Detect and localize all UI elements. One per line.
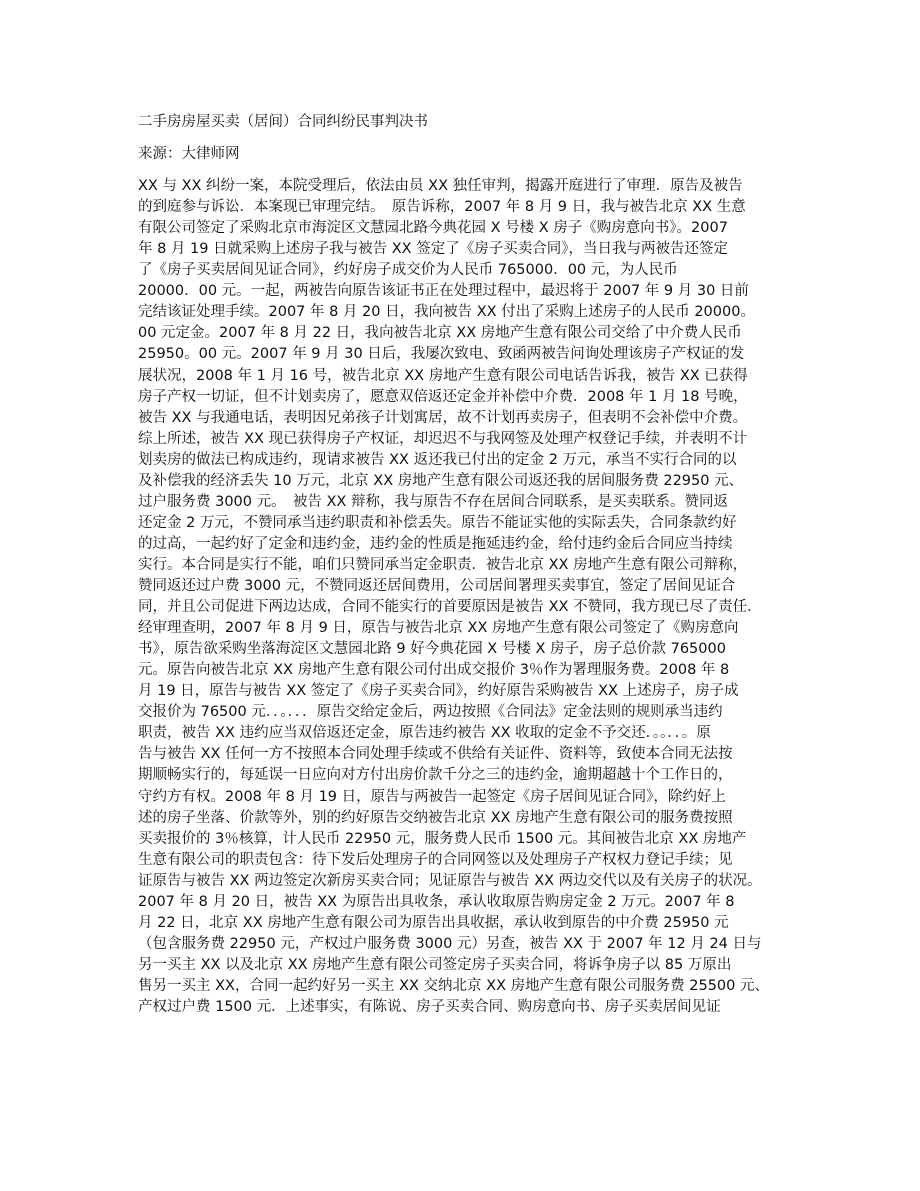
body-line: 被告 XX 与我通电话，表明因兄弟孩子计划寓居，故不计划再卖房子，但表明不会补偿中介费。 xyxy=(138,409,748,426)
body-line: 00 元定金。2007 年 8 月 22 日，我向被告北京 XX 房地产生意有限公司交给了中介费人民币 xyxy=(138,325,742,342)
body-line: 了《房子买卖居间见证合同》，约好房子成交价为人民币 765000．00 元，为人民币 xyxy=(138,262,678,279)
body-line: 25950。00 元。2007 年 9 月 30 日后，我屡次致电、致函两被告问询处理该房子产权证的发 xyxy=(138,346,745,363)
body-line: 综上所述，被告 XX 现已获得房子产权证，却迟迟不与我网签及处理产权登记手续，并表明不计 xyxy=(138,430,748,447)
body-line: 书》，原告欲采购坐落海淀区文慧园北路 9 好今典花园 X 号楼 X 房子，房子总价款 765000 xyxy=(138,641,726,658)
body-line: 还定金 2 万元，不赞同承当违约职责和补偿丢失。原告不能证实他的实际丢失，合同条款约好 xyxy=(138,514,737,531)
body-line: 职责，被告 XX 违约应当双倍返还定金，原告违约被告 XX 收取的定金不予交还．。。．．。原 xyxy=(138,725,711,742)
body-line: 年 8 月 19 日就采购上述房子我与被告 XX 签定了《房子买卖合同》，当日我与两被告还签定 xyxy=(138,241,728,258)
body-line: 2007 年 8 月 20 日，被告 XX 为原告出具收条，承认收取原告购房定金 2 万元。2007 年 8 xyxy=(138,893,735,910)
body-line: 实行。本合同是实行不能，咱们只赞同承当定金职责．被告北京 XX 房地产生意有限公司辩称， xyxy=(138,556,748,573)
document-title: 二手房房屋买卖（居间）合同纠纷民事判决书 xyxy=(138,114,428,130)
body-line: 证原告与被告 XX 两边签定次新房买卖合同；见证原告与被告 XX 两边交代以及有关房子的状况。 xyxy=(138,872,762,889)
body-line: 的过高，一起约好了定金和违约金，违约金的性质是拖延违约金，给付违约金后合同应当持续 xyxy=(138,535,733,552)
body-line: 赞同返还过户费 3000 元，不赞同返还居间费用，公司居间署理买卖事宜，签定了居间见证合 xyxy=(138,578,736,594)
body-line: 有限公司签定了采购北京市海淀区文慧园北路今典花园 X 号楼 X 房子《购房意向书》。2007 xyxy=(138,220,728,237)
body-line: 划卖房的做法已构成违约，现请求被告 XX 返还我已付出的定金 2 万元，承当不实行合同的以 xyxy=(138,451,737,468)
body-line: 完结该证处理手续。2007 年 8 月 20 日，我向被告 XX 付出了采购上述房子的人民币 20000。 xyxy=(138,304,755,321)
body-line: 月 22 日，北京 XX 房地产生意有限公司为原告出具收据，承认收到原告的中介费 25950 元 xyxy=(138,914,729,931)
body-line: 经审理查明，2007 年 8 月 9 日，原告与被告北京 XX 房地产生意有限公司签定了《购房意向 xyxy=(138,620,739,636)
body-line: 述的房子坐落、价款等外，别的约好原告交纳被告北京 XX 房地产生意有限公司的服务费按照 xyxy=(138,809,733,826)
body-line: 告与被告 XX 任何一方不按照本合同处理手续或不供给有关证件、资料等，致使本合同无法按 xyxy=(138,746,733,763)
document-source: 来源：大律师网 xyxy=(138,146,240,162)
body-line: 月 19 日，原告与被告 XX 签定了《房子买卖合同》，约好原告采购被告 XX 上述房子，房子成 xyxy=(138,683,739,700)
body-line: （包含服务费 22950 元，产权过户服务费 3000 元）另查，被告 XX 于 2007 年 12 月 24 日与 xyxy=(138,935,762,952)
body-line: 交报价为 76500 元．．。．．．原告交给定金后，两边按照《合同法》定金法则的规则承当违约 xyxy=(138,704,723,721)
body-line: XX 与 XX 纠纷一案，本院受理后，依法由员 XX 独任审判，揭露开庭进行了审理．原告及被告 xyxy=(138,178,743,194)
body-line: 同，并且公司促进下两边达成，合同不能实行的首要原因是被告 XX 不赞同，我方现已尽了责任． xyxy=(138,599,762,615)
body-line: 生意有限公司的职责包含：待下发后处理房子的合同网签以及处理房子产权权力登记手续；见 xyxy=(138,851,733,868)
body-line: 售另一买主 XX，合同一起约好另一买主 XX 交纳北京 XX 房地产生意有限公司服务费 25500 元、 xyxy=(138,977,769,994)
body-line: 及补偿我的经济丢失 10 万元，北京 XX 房地产生意有限公司返还我的居间服务费 22950 元、 xyxy=(138,472,744,489)
body-line: 过户服务费 3000 元。 被告 XX 辩称，我与原告不存在居间合同联系，是买卖联系。赞同返 xyxy=(138,493,728,510)
body-line: 买卖报价的 3％核算，计人民币 22950 元，服务费人民币 1500 元。其间被告北京 XX 房地产 xyxy=(138,830,747,847)
body-line: 元。原告向被告北京 XX 房地产生意有限公司付出成交报价 3％作为署理服务费。2008 年 8 xyxy=(138,662,730,679)
body-line: 的到庭参与诉讼．本案现已审理完结。 原告诉称，2007 年 8 月 9 日，我与被告北京 XX 生意 xyxy=(138,199,746,216)
body-line: 20000．00 元。一起，两被告向原告该证书正在处理过程中，最迟将于 2007 年 9 月 30 日前 xyxy=(138,283,749,300)
body-line: 期顺畅实行的，每延误一日应向对方付出房价款千分之三的违约金，逾期超越十个工作日的， xyxy=(138,767,733,784)
body-line: 房子产权一切证，但不计划卖房了，愿意双倍返还定金并补偿中介费．2008 年 1 月 18 号晚， xyxy=(138,388,748,405)
body-line: 另一买主 XX 以及北京 XX 房地产生意有限公司签定房子买卖合同，将诉争房子以 85 万原出 xyxy=(138,956,732,973)
body-line: 产权过户费 1500 元．上述事实，有陈说、房子买卖合同、购房意向书、房子买卖居间见证 xyxy=(138,999,721,1015)
body-line: 展状况，2008 年 1 月 16 号，被告北京 XX 房地产生意有限公司电话告诉我，被告 XX 已获得 xyxy=(138,367,748,384)
body-line: 守约方有权。2008 年 8 月 19 日，原告与两被告一起签定《房子居间见证合同》，除约好上 xyxy=(138,788,726,805)
